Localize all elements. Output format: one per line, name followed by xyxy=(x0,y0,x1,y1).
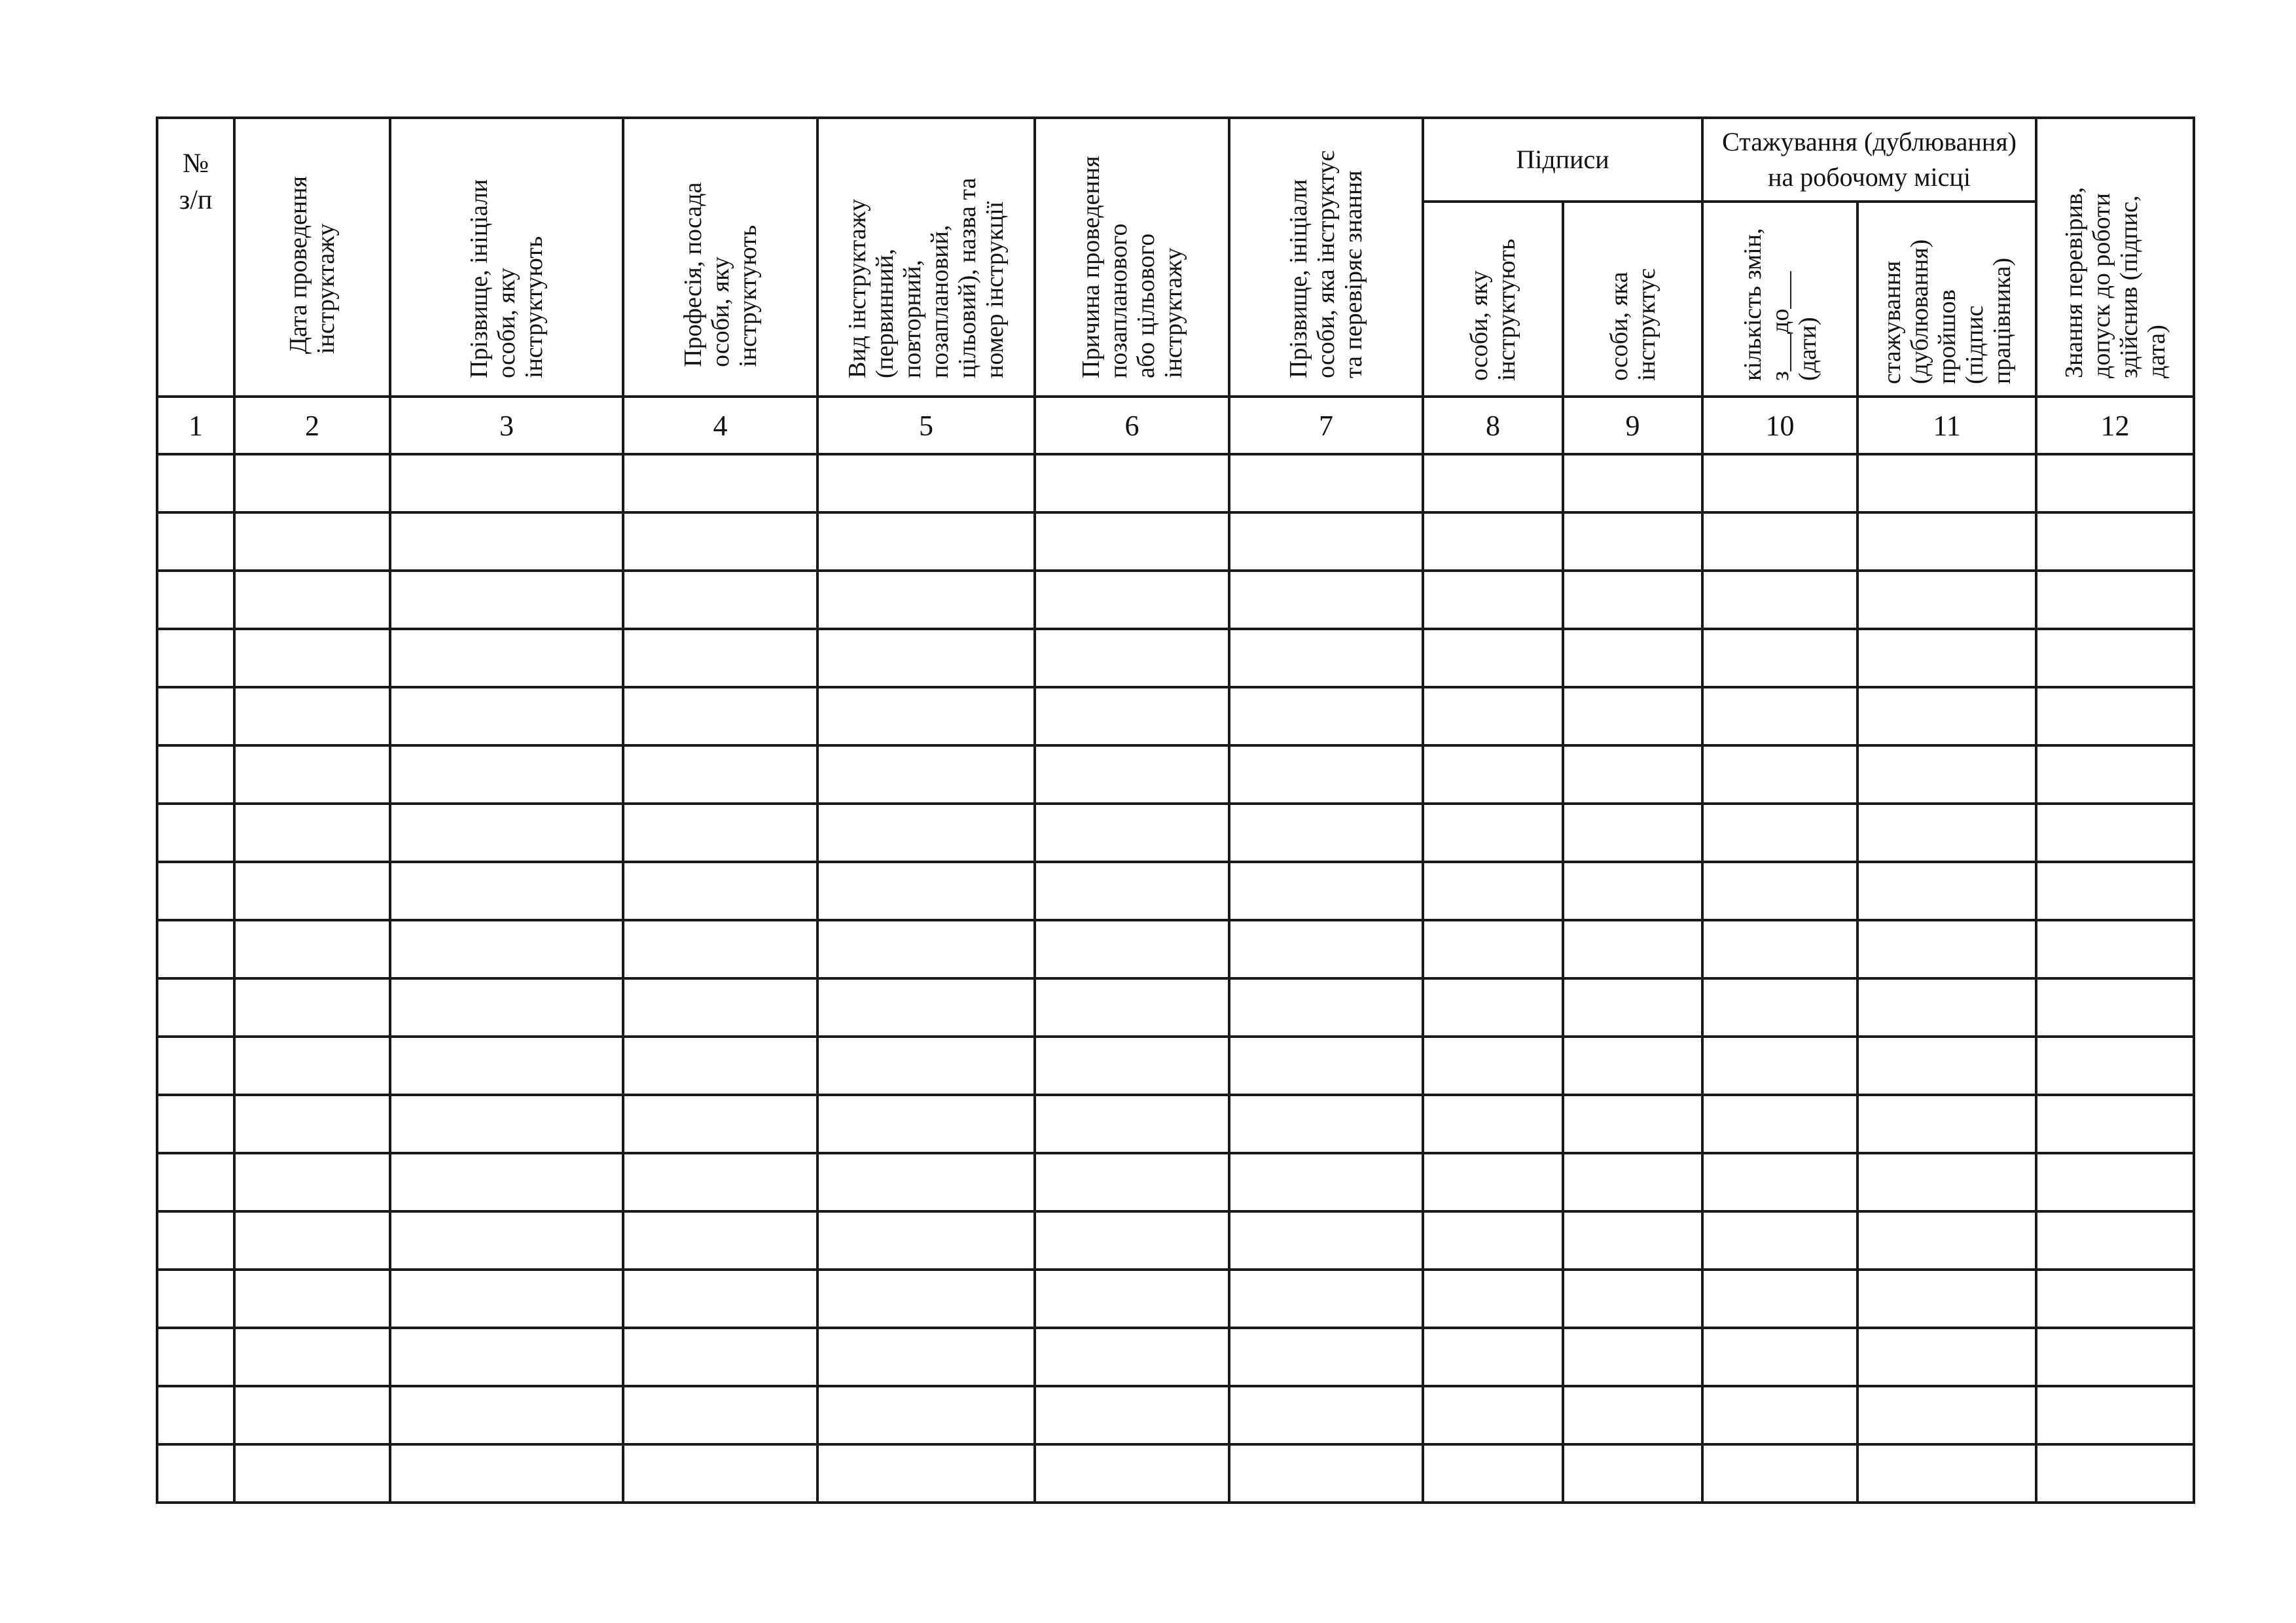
table-cell[interactable] xyxy=(234,862,390,920)
table-cell[interactable] xyxy=(2036,1153,2194,1211)
table-cell[interactable] xyxy=(1563,571,1702,629)
table-cell[interactable] xyxy=(623,454,817,512)
table-cell[interactable] xyxy=(1035,629,1229,687)
table-cell[interactable] xyxy=(390,920,623,978)
table-cell[interactable] xyxy=(2036,978,2194,1037)
table-cell[interactable] xyxy=(817,978,1035,1037)
table-cell[interactable] xyxy=(1857,629,2036,687)
header-internship-signature: стажування (дублювання) пройшов (підпис працівника) xyxy=(1878,239,2016,384)
table-cell[interactable] xyxy=(1229,1270,1423,1328)
header-trainee-position-cell xyxy=(623,118,817,397)
table-cell[interactable] xyxy=(1229,629,1423,687)
table-cell[interactable] xyxy=(1702,1211,1857,1270)
table-cell[interactable] xyxy=(1035,1153,1229,1211)
table-cell[interactable] xyxy=(1229,804,1423,862)
table-cell[interactable] xyxy=(2036,920,2194,978)
table-cell[interactable] xyxy=(817,1444,1035,1503)
table-cell[interactable] xyxy=(157,629,234,687)
table-cell[interactable] xyxy=(157,745,234,804)
header-shift-count-cell xyxy=(1702,202,1857,397)
table-cell[interactable] xyxy=(1563,454,1702,512)
column-numbers-row xyxy=(157,397,2194,454)
table-cell[interactable] xyxy=(1035,862,1229,920)
table-cell[interactable] xyxy=(623,1211,817,1270)
column-number: 6 xyxy=(1035,397,1229,454)
table-cell[interactable] xyxy=(234,1270,390,1328)
table-row xyxy=(157,629,2194,687)
table-cell[interactable] xyxy=(623,687,817,745)
table-cell[interactable] xyxy=(1702,920,1857,978)
table-cell[interactable] xyxy=(1229,1328,1423,1386)
table-cell[interactable] xyxy=(623,1444,817,1503)
table-cell[interactable] xyxy=(1563,1444,1702,1503)
table-cell[interactable] xyxy=(1423,454,1563,512)
table-cell[interactable] xyxy=(1563,1328,1702,1386)
table-cell[interactable] xyxy=(234,745,390,804)
table-cell[interactable] xyxy=(1857,512,2036,571)
table-cell[interactable] xyxy=(1857,687,2036,745)
column-number: 11 xyxy=(1857,397,2036,454)
header-knowledge-check: Знання перевірив, допуск до роботи здійснив (підпис, дата) xyxy=(2060,187,2170,378)
table-cell[interactable] xyxy=(157,862,234,920)
column-number: 10 xyxy=(1702,397,1857,454)
table-cell[interactable] xyxy=(1702,1037,1857,1095)
header-signatures-group: Підписи xyxy=(1423,118,1702,202)
header-row-top xyxy=(157,118,2194,202)
header-internship-group: Стажування (дублювання) на робочому місці xyxy=(1702,118,2036,202)
table-cell[interactable] xyxy=(1035,571,1229,629)
table-cell[interactable] xyxy=(1423,1153,1563,1211)
table-row xyxy=(157,804,2194,862)
table-cell[interactable] xyxy=(1229,1037,1423,1095)
column-number: 8 xyxy=(1423,397,1563,454)
table-cell[interactable] xyxy=(1702,571,1857,629)
table-cell[interactable] xyxy=(157,1328,234,1386)
table-cell[interactable] xyxy=(817,571,1035,629)
table-cell[interactable] xyxy=(234,1444,390,1503)
table-cell[interactable] xyxy=(623,571,817,629)
table-cell[interactable] xyxy=(1035,1270,1229,1328)
instruction-journal-table xyxy=(156,116,2195,1504)
table-cell[interactable] xyxy=(1702,1095,1857,1153)
table-cell[interactable] xyxy=(623,804,817,862)
table-cell[interactable] xyxy=(390,1386,623,1444)
table-cell[interactable] xyxy=(1702,1153,1857,1211)
table-cell[interactable] xyxy=(817,687,1035,745)
header-trainee-position: Професія, посада особи, яку інструктують xyxy=(679,182,762,367)
table-cell[interactable] xyxy=(1563,1270,1702,1328)
table-cell[interactable] xyxy=(623,862,817,920)
table-cell[interactable] xyxy=(623,629,817,687)
table-cell[interactable] xyxy=(2036,629,2194,687)
table-cell[interactable] xyxy=(1423,862,1563,920)
column-number: 9 xyxy=(1563,397,1702,454)
table-cell[interactable] xyxy=(623,1095,817,1153)
table-cell[interactable] xyxy=(390,1095,623,1153)
column-number: 5 xyxy=(817,397,1035,454)
header-instructor-signature: особи, яка інструктує xyxy=(1605,268,1660,381)
table-cell[interactable] xyxy=(1857,571,2036,629)
table-cell[interactable] xyxy=(1563,1386,1702,1444)
table-cell[interactable] xyxy=(390,454,623,512)
table-cell[interactable] xyxy=(2036,1444,2194,1503)
table-cell[interactable] xyxy=(817,1270,1035,1328)
table-cell[interactable] xyxy=(157,1444,234,1503)
table-cell[interactable] xyxy=(817,804,1035,862)
table-cell[interactable] xyxy=(1423,745,1563,804)
table-cell[interactable] xyxy=(1702,978,1857,1037)
header-instructor-name: Прізвище, ініціали особи, яка інструктує та перевіряє знання xyxy=(1285,151,1367,378)
table-cell[interactable] xyxy=(157,1037,234,1095)
header-number-of-order: № з/п xyxy=(157,118,234,397)
table-cell[interactable] xyxy=(1229,1153,1423,1211)
table-cell[interactable] xyxy=(1563,745,1702,804)
table-cell[interactable] xyxy=(1702,1328,1857,1386)
table-cell[interactable] xyxy=(817,629,1035,687)
table-cell[interactable] xyxy=(1702,512,1857,571)
table-cell[interactable] xyxy=(1035,1095,1229,1153)
table-cell[interactable] xyxy=(1035,1386,1229,1444)
column-number: 2 xyxy=(234,397,390,454)
table-cell[interactable] xyxy=(1857,804,2036,862)
table-cell[interactable] xyxy=(1229,1444,1423,1503)
table-cell[interactable] xyxy=(1702,804,1857,862)
table-cell[interactable] xyxy=(623,512,817,571)
table-cell[interactable] xyxy=(1563,1211,1702,1270)
table-cell[interactable] xyxy=(2036,1328,2194,1386)
table-cell[interactable] xyxy=(817,1211,1035,1270)
table-cell[interactable] xyxy=(1423,1270,1563,1328)
table-row xyxy=(157,1444,2194,1503)
table-cell[interactable] xyxy=(157,687,234,745)
table-cell[interactable] xyxy=(390,1211,623,1270)
table-cell[interactable] xyxy=(234,1328,390,1386)
table-cell[interactable] xyxy=(1857,1328,2036,1386)
table-cell[interactable] xyxy=(1563,978,1702,1037)
header-trainee-name-cell xyxy=(390,118,623,397)
table-cell[interactable] xyxy=(1857,1153,2036,1211)
column-number: 7 xyxy=(1229,397,1423,454)
table-cell[interactable] xyxy=(390,687,623,745)
table-cell[interactable] xyxy=(2036,804,2194,862)
table-row xyxy=(157,1211,2194,1270)
table-cell[interactable] xyxy=(1423,1328,1563,1386)
table-cell[interactable] xyxy=(1423,978,1563,1037)
table-cell[interactable] xyxy=(2036,571,2194,629)
table-cell[interactable] xyxy=(234,687,390,745)
table-cell[interactable] xyxy=(234,804,390,862)
table-row xyxy=(157,571,2194,629)
table-cell[interactable] xyxy=(1563,1037,1702,1095)
table-cell[interactable] xyxy=(1702,1270,1857,1328)
table-cell[interactable] xyxy=(157,1270,234,1328)
table-cell[interactable] xyxy=(1229,512,1423,571)
table-cell[interactable] xyxy=(1035,512,1229,571)
table-cell[interactable] xyxy=(390,1153,623,1211)
table-row xyxy=(157,1095,2194,1153)
table-row xyxy=(157,687,2194,745)
header-instruction-type-cell xyxy=(817,118,1035,397)
table-cell[interactable] xyxy=(234,512,390,571)
table-cell[interactable] xyxy=(817,1328,1035,1386)
header-trainee-name: Прізвище, ініціали особи, яку інструктують xyxy=(465,179,548,378)
table-cell[interactable] xyxy=(1563,629,1702,687)
header-trainee-signature: особи, яку інструктують xyxy=(1465,238,1520,381)
table-cell[interactable] xyxy=(817,1153,1035,1211)
table-cell[interactable] xyxy=(390,1444,623,1503)
table-cell[interactable] xyxy=(390,571,623,629)
table-cell[interactable] xyxy=(1702,454,1857,512)
table-cell[interactable] xyxy=(2036,1386,2194,1444)
table-cell[interactable] xyxy=(817,1095,1035,1153)
table-cell[interactable] xyxy=(2036,745,2194,804)
table-cell[interactable] xyxy=(1423,1386,1563,1444)
table-cell[interactable] xyxy=(234,1095,390,1153)
table-row xyxy=(157,1386,2194,1444)
table-cell[interactable] xyxy=(390,862,623,920)
table-cell[interactable] xyxy=(1857,745,2036,804)
table-cell[interactable] xyxy=(1229,571,1423,629)
table-cell[interactable] xyxy=(1857,1095,2036,1153)
table-cell[interactable] xyxy=(817,1386,1035,1444)
table-cell[interactable] xyxy=(234,629,390,687)
column-number: 3 xyxy=(390,397,623,454)
table-cell[interactable] xyxy=(817,745,1035,804)
column-number: 12 xyxy=(2036,397,2194,454)
table-cell[interactable] xyxy=(2036,512,2194,571)
table-cell[interactable] xyxy=(390,978,623,1037)
table-row xyxy=(157,862,2194,920)
table-cell[interactable] xyxy=(1423,1095,1563,1153)
table-cell[interactable] xyxy=(234,1037,390,1095)
table-cell[interactable] xyxy=(234,978,390,1037)
table-cell[interactable] xyxy=(1702,687,1857,745)
table-cell[interactable] xyxy=(157,571,234,629)
header-date: Дата проведення інструктажу xyxy=(285,175,340,354)
table-cell[interactable] xyxy=(1035,745,1229,804)
table-cell[interactable] xyxy=(1423,629,1563,687)
table-cell[interactable] xyxy=(1229,454,1423,512)
table-cell[interactable] xyxy=(1229,745,1423,804)
table-cell[interactable] xyxy=(2036,1095,2194,1153)
table-cell[interactable] xyxy=(1229,687,1423,745)
table-cell[interactable] xyxy=(1702,862,1857,920)
table-cell[interactable] xyxy=(623,745,817,804)
table-cell[interactable] xyxy=(1423,1444,1563,1503)
table-cell[interactable] xyxy=(623,1270,817,1328)
table-cell[interactable] xyxy=(1035,1444,1229,1503)
table-cell[interactable] xyxy=(1423,920,1563,978)
table-cell[interactable] xyxy=(1702,1444,1857,1503)
table-cell[interactable] xyxy=(1035,687,1229,745)
table-cell[interactable] xyxy=(157,512,234,571)
table-row xyxy=(157,745,2194,804)
table-cell[interactable] xyxy=(623,920,817,978)
table-cell[interactable] xyxy=(390,1270,623,1328)
table-cell[interactable] xyxy=(623,1328,817,1386)
table-cell[interactable] xyxy=(1563,862,1702,920)
header-instructor-name-cell xyxy=(1229,118,1423,397)
table-cell[interactable] xyxy=(1423,804,1563,862)
column-number: 1 xyxy=(157,397,234,454)
table-cell[interactable] xyxy=(817,1037,1035,1095)
table-cell[interactable] xyxy=(1035,1037,1229,1095)
table-cell[interactable] xyxy=(1035,978,1229,1037)
table-cell[interactable] xyxy=(1035,804,1229,862)
column-number: 4 xyxy=(623,397,817,454)
table-row xyxy=(157,454,2194,512)
header-instructor-signature-cell xyxy=(1563,202,1702,397)
table-cell[interactable] xyxy=(1563,1153,1702,1211)
table-cell[interactable] xyxy=(1563,512,1702,571)
table-cell[interactable] xyxy=(1229,920,1423,978)
table-cell[interactable] xyxy=(1857,1211,2036,1270)
table-cell[interactable] xyxy=(390,1037,623,1095)
table-cell[interactable] xyxy=(1563,1095,1702,1153)
table-cell[interactable] xyxy=(1563,804,1702,862)
table-row xyxy=(157,512,2194,571)
header-reason-cell xyxy=(1035,118,1229,397)
table-cell[interactable] xyxy=(157,804,234,862)
table-cell[interactable] xyxy=(157,1386,234,1444)
table-cell[interactable] xyxy=(2036,454,2194,512)
table-cell[interactable] xyxy=(2036,1211,2194,1270)
table-cell[interactable] xyxy=(1702,629,1857,687)
table-cell[interactable] xyxy=(157,1095,234,1153)
table-cell[interactable] xyxy=(1035,920,1229,978)
table-cell[interactable] xyxy=(1229,1386,1423,1444)
table-cell[interactable] xyxy=(2036,687,2194,745)
table-cell[interactable] xyxy=(1563,687,1702,745)
table-cell[interactable] xyxy=(623,1386,817,1444)
table-cell[interactable] xyxy=(2036,1037,2194,1095)
table-cell[interactable] xyxy=(2036,1270,2194,1328)
table-row xyxy=(157,978,2194,1037)
table-cell[interactable] xyxy=(1702,1386,1857,1444)
table-cell[interactable] xyxy=(234,454,390,512)
table-row xyxy=(157,1270,2194,1328)
table-cell[interactable] xyxy=(157,920,234,978)
table-row xyxy=(157,1328,2194,1386)
table-cell[interactable] xyxy=(1857,862,2036,920)
table-body xyxy=(157,397,2194,1503)
table-cell[interactable] xyxy=(390,804,623,862)
table-cell[interactable] xyxy=(1857,1444,2036,1503)
table-cell[interactable] xyxy=(1229,1211,1423,1270)
header-shift-count: кількість змін, з___до___ (дати) xyxy=(1738,228,1821,381)
table-cell[interactable] xyxy=(234,571,390,629)
table-cell[interactable] xyxy=(623,978,817,1037)
table-cell[interactable] xyxy=(234,1386,390,1444)
table-cell[interactable] xyxy=(817,862,1035,920)
table-cell[interactable] xyxy=(1423,1037,1563,1095)
header-reason: Причина проведення позапланового або цільового інструктажу xyxy=(1077,156,1187,378)
table-cell[interactable] xyxy=(157,454,234,512)
table-cell[interactable] xyxy=(1423,1211,1563,1270)
table-cell[interactable] xyxy=(1035,1211,1229,1270)
table-cell[interactable] xyxy=(1857,1037,2036,1095)
header-date-cell xyxy=(234,118,390,397)
table-cell[interactable] xyxy=(157,1153,234,1211)
table-cell[interactable] xyxy=(1423,571,1563,629)
table-cell[interactable] xyxy=(1229,978,1423,1037)
table-cell[interactable] xyxy=(817,512,1035,571)
table-cell[interactable] xyxy=(157,978,234,1037)
table-cell[interactable] xyxy=(1702,745,1857,804)
table-cell[interactable] xyxy=(1857,1270,2036,1328)
table-row xyxy=(157,1153,2194,1211)
table-cell[interactable] xyxy=(1035,454,1229,512)
header-instruction-type: Вид інструктажу (первинний, повторний, позаплановий, цільовий), назва та номер інструкції xyxy=(844,177,1009,378)
header-internship-signature-cell xyxy=(1857,202,2036,397)
table-cell[interactable] xyxy=(234,920,390,978)
table-cell[interactable] xyxy=(1857,1386,2036,1444)
table-cell[interactable] xyxy=(234,1153,390,1211)
table-cell[interactable] xyxy=(390,512,623,571)
table-cell[interactable] xyxy=(390,629,623,687)
table-cell[interactable] xyxy=(1035,1328,1229,1386)
table-cell[interactable] xyxy=(623,1153,817,1211)
table-cell[interactable] xyxy=(1229,1095,1423,1153)
table-cell[interactable] xyxy=(234,1211,390,1270)
table-cell[interactable] xyxy=(623,1037,817,1095)
header-knowledge-check-cell xyxy=(2036,118,2194,397)
table-cell[interactable] xyxy=(390,745,623,804)
table-cell[interactable] xyxy=(817,920,1035,978)
table-row xyxy=(157,1037,2194,1095)
table-row xyxy=(157,920,2194,978)
table-cell[interactable] xyxy=(1229,862,1423,920)
table-cell[interactable] xyxy=(2036,862,2194,920)
table-cell[interactable] xyxy=(1857,454,2036,512)
table-cell[interactable] xyxy=(817,454,1035,512)
table-cell[interactable] xyxy=(1423,512,1563,571)
table-cell[interactable] xyxy=(390,1328,623,1386)
table-cell[interactable] xyxy=(1563,920,1702,978)
table-cell[interactable] xyxy=(1423,687,1563,745)
table-cell[interactable] xyxy=(157,1211,234,1270)
table-cell[interactable] xyxy=(1857,920,2036,978)
header-trainee-signature-cell xyxy=(1423,202,1563,397)
table-cell[interactable] xyxy=(1857,978,2036,1037)
